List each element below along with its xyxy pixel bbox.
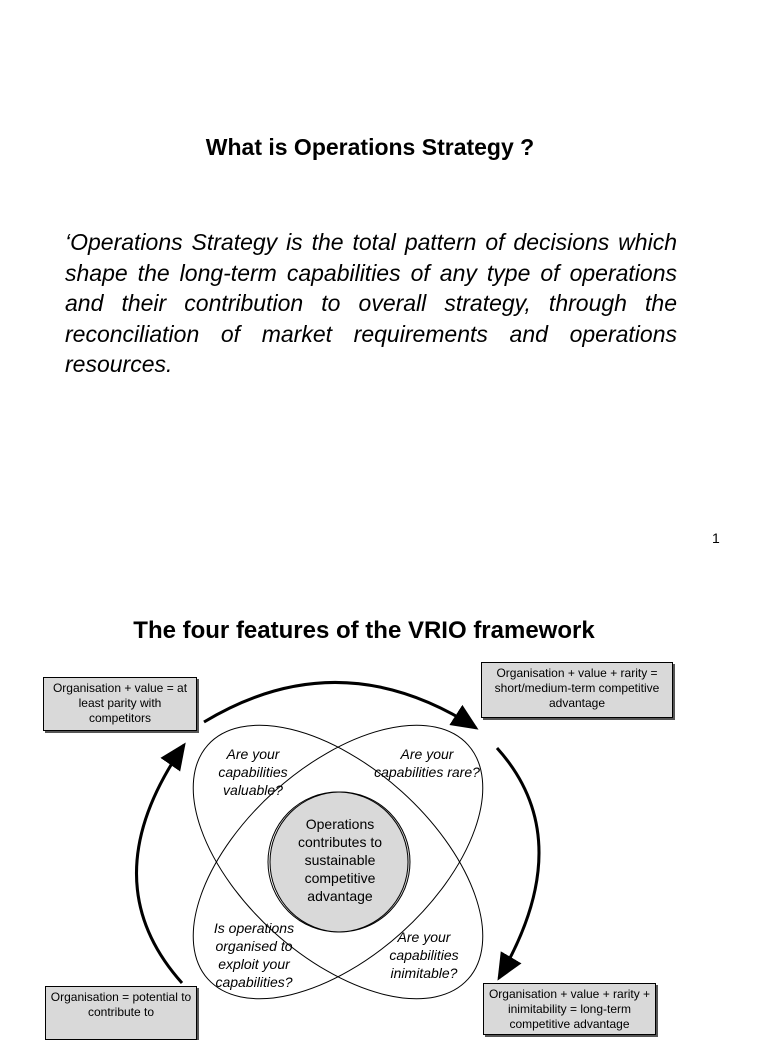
arrow-left [136,745,184,983]
vrio-title: The four features of the VRIO framework [133,617,595,644]
question-valuable: Are your capabilities valuable? [218,746,288,798]
question-organised: Is operations organised to exploit your capabilities? [213,920,295,990]
box-short-term-advantage: Organisation + value + rarity = short/medium-term competitive advantage [481,662,673,718]
box-long-term-advantage: Organisation + value + rarity + inimitability = long-term competitive advantage [483,983,656,1035]
operations-strategy-definition: ‘Operations Strategy is the total pattern of decisions which shape the long-term capabilities of any type of operations and their contribution to overall strategy, through the reconciliation of market requirements and operations resources. [65,229,677,377]
question-inimitable: Are your capabilities inimitable? [389,929,459,981]
slide-title: What is Operations Strategy ? [205,134,535,160]
box-potential: Organisation = potential to contribute to [45,986,197,1040]
arrow-right [497,748,539,978]
box-parity: Organisation + value = at least parity with competitors [43,677,197,731]
page-number: 1 [712,530,720,546]
question-rare: Are your capabilities rare? [374,746,480,780]
center-label: Operations contributes to sustainable competitive advantage [297,816,383,904]
arrow-top [204,682,476,728]
